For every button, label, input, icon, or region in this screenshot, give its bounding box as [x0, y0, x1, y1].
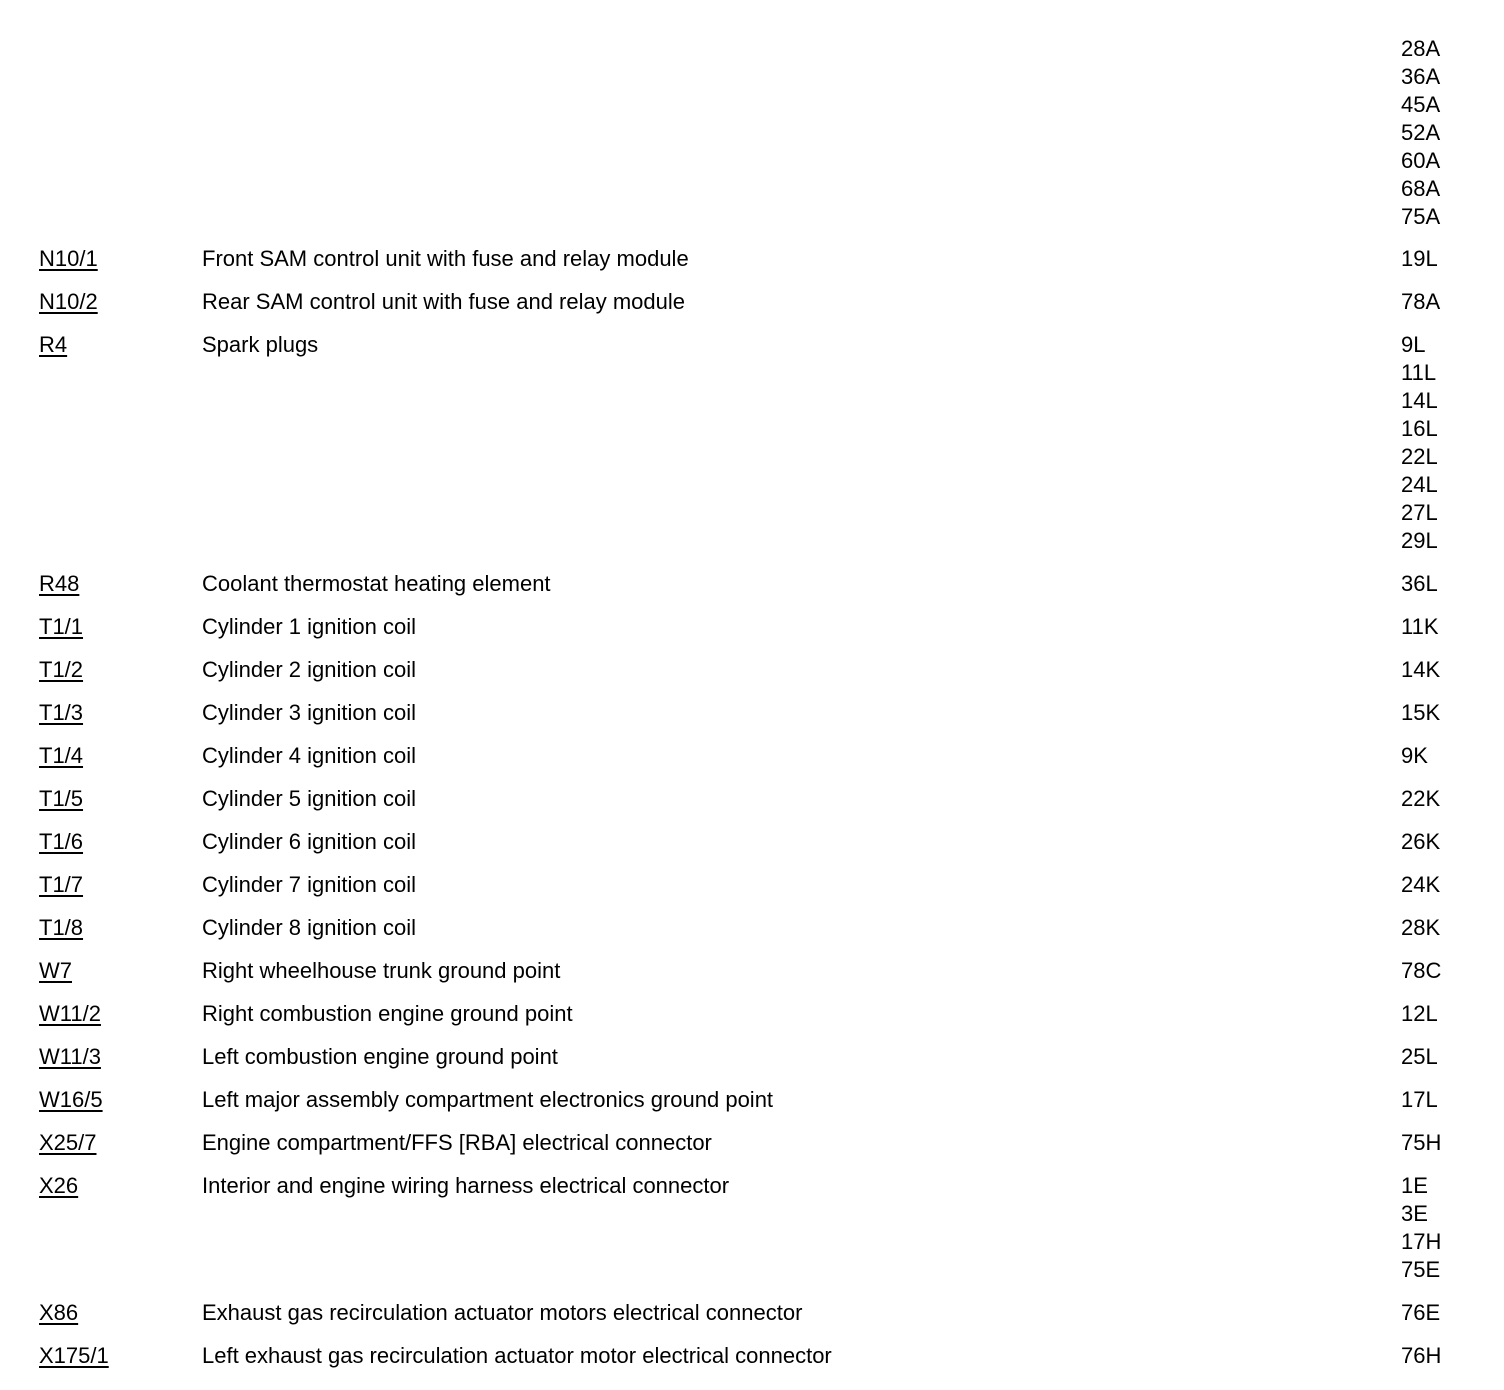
grid-reference: 36L: [1401, 571, 1438, 596]
component-code-link[interactable]: X86: [39, 1300, 79, 1325]
grid-references: [1401, 245, 1469, 273]
grid-references: [1401, 331, 1469, 555]
component-code-link[interactable]: T1/5: [39, 786, 84, 811]
component-code-cell: [39, 1342, 202, 1370]
legend-row: [39, 785, 1469, 813]
component-description: Cylinder 1 ignition coil: [202, 614, 416, 639]
component-description: Coolant thermostat heating element: [202, 571, 551, 596]
grid-references: [1401, 35, 1469, 231]
component-description: Cylinder 5 ignition coil: [202, 786, 416, 811]
component-code-link[interactable]: R48: [39, 571, 80, 596]
grid-reference: 28K: [1401, 915, 1441, 940]
component-code-link[interactable]: N10/1: [39, 246, 98, 271]
grid-reference: 52A: [1401, 120, 1441, 145]
legend-row: [39, 828, 1469, 856]
component-description: Left combustion engine ground point: [202, 1044, 558, 1069]
grid-reference: 22K: [1401, 786, 1441, 811]
grid-reference: 14K: [1401, 657, 1441, 682]
component-description: Exhaust gas recirculation actuator motors electrical connector: [202, 1300, 803, 1325]
component-code-link[interactable]: X26: [39, 1173, 79, 1198]
legend-row: [39, 957, 1469, 985]
grid-references: [1401, 1000, 1469, 1028]
grid-references: [1401, 828, 1469, 856]
component-code-cell: [39, 1043, 202, 1071]
legend-row: [39, 871, 1469, 899]
component-code-cell: [39, 699, 202, 727]
grid-reference: 28A: [1401, 36, 1441, 61]
grid-reference: 76E: [1401, 1300, 1441, 1325]
component-code-link[interactable]: T1/8: [39, 915, 84, 940]
component-code-link[interactable]: X175/1: [39, 1343, 109, 1368]
component-code-cell: [39, 742, 202, 770]
legend-row: [39, 1086, 1469, 1114]
legend-row: [39, 570, 1469, 598]
legend-row: [39, 1000, 1469, 1028]
component-description: Cylinder 2 ignition coil: [202, 657, 416, 682]
grid-references: [1401, 785, 1469, 813]
component-code-link[interactable]: X25/7: [39, 1130, 97, 1155]
grid-reference: 11K: [1401, 614, 1439, 639]
component-description: Left exhaust gas recirculation actuator motor electrical connector: [202, 1343, 832, 1368]
grid-references: [1401, 656, 1469, 684]
component-description: Right combustion engine ground point: [202, 1001, 573, 1026]
component-code-cell: [39, 957, 202, 985]
component-description: Interior and engine wiring harness electrical connector: [202, 1173, 730, 1198]
component-code-cell: [39, 1129, 202, 1157]
component-code-cell: [39, 288, 202, 316]
grid-reference: 9L: [1401, 332, 1426, 357]
grid-references: [1401, 1342, 1469, 1370]
grid-reference: 17H: [1401, 1229, 1442, 1254]
legend-row: [39, 331, 1469, 555]
legend-row: [39, 1129, 1469, 1157]
grid-references: [1401, 871, 1469, 899]
component-code-cell: [39, 1172, 202, 1200]
legend-row: [39, 742, 1469, 770]
grid-references: [1401, 1172, 1469, 1284]
grid-reference: 60A: [1401, 148, 1441, 173]
legend-row: [39, 656, 1469, 684]
component-code-cell: [39, 245, 202, 273]
grid-reference: 78C: [1401, 958, 1442, 983]
component-description: Front SAM control unit with fuse and relay module: [202, 246, 689, 271]
grid-reference: 76H: [1401, 1343, 1442, 1368]
component-description: Cylinder 7 ignition coil: [202, 872, 416, 897]
component-code-link[interactable]: T1/2: [39, 657, 84, 682]
legend-row: [39, 245, 1469, 273]
component-code-link[interactable]: T1/1: [39, 614, 84, 639]
component-code-cell: [39, 828, 202, 856]
component-code-link[interactable]: W11/2: [39, 1001, 101, 1026]
legend-row: [39, 699, 1469, 727]
grid-reference: 75H: [1401, 1130, 1442, 1155]
component-legend-table: [39, 35, 1469, 1385]
grid-references: [1401, 1086, 1469, 1114]
component-code-cell: [39, 785, 202, 813]
component-description: Engine compartment/FFS [RBA] electrical connector: [202, 1130, 712, 1155]
grid-reference: 19L: [1401, 246, 1438, 271]
component-description: Cylinder 4 ignition coil: [202, 743, 416, 768]
component-code-link[interactable]: T1/7: [39, 872, 84, 897]
grid-reference: 45A: [1401, 92, 1441, 117]
component-description: Right wheelhouse trunk ground point: [202, 958, 561, 983]
component-code-cell: [39, 656, 202, 684]
grid-reference: 11L: [1401, 360, 1437, 385]
legend-row: [39, 1172, 1469, 1284]
grid-reference: 12L: [1401, 1001, 1438, 1026]
grid-references: [1401, 1299, 1469, 1327]
grid-reference: 14L: [1401, 388, 1438, 413]
grid-reference: 68A: [1401, 176, 1441, 201]
component-code-link[interactable]: T1/3: [39, 700, 84, 725]
component-code-link[interactable]: W16/5: [39, 1087, 103, 1112]
legend-row: [39, 1342, 1469, 1370]
component-code-link[interactable]: W7: [39, 958, 72, 983]
grid-reference: 24L: [1401, 472, 1438, 497]
component-description: Rear SAM control unit with fuse and relay module: [202, 289, 686, 314]
grid-reference: 16L: [1401, 416, 1438, 441]
grid-reference: 1E: [1401, 1173, 1428, 1198]
component-code-cell: [39, 1299, 202, 1327]
component-code-link[interactable]: W11/3: [39, 1044, 101, 1069]
grid-references: [1401, 914, 1469, 942]
grid-reference: 75A: [1401, 204, 1441, 229]
grid-reference: 9K: [1401, 743, 1428, 768]
grid-references: [1401, 957, 1469, 985]
grid-reference: 75E: [1401, 1257, 1441, 1282]
component-description: [202, 35, 1401, 63]
grid-references: [1401, 742, 1469, 770]
grid-reference: 26K: [1401, 829, 1441, 854]
grid-reference: 3E: [1401, 1201, 1428, 1226]
grid-reference: 78A: [1401, 289, 1441, 314]
component-description: Cylinder 3 ignition coil: [202, 700, 416, 725]
component-code-link[interactable]: N10/2: [39, 289, 98, 314]
grid-reference: 24K: [1401, 872, 1441, 897]
legend-row: [39, 1299, 1469, 1327]
grid-reference: 15K: [1401, 700, 1441, 725]
legend-row: [39, 914, 1469, 942]
grid-reference: 29L: [1401, 528, 1438, 553]
component-code-link[interactable]: T1/6: [39, 829, 84, 854]
grid-references: [1401, 570, 1469, 598]
grid-references: [1401, 613, 1469, 641]
component-code-link[interactable]: T1/4: [39, 743, 84, 768]
grid-reference: 27L: [1401, 500, 1438, 525]
grid-references: [1401, 1043, 1469, 1071]
legend-row: [39, 35, 1469, 231]
component-code-cell: [39, 331, 202, 359]
grid-reference: 36A: [1401, 64, 1441, 89]
legend-row: [39, 1043, 1469, 1071]
legend-row: [39, 613, 1469, 641]
grid-references: [1401, 288, 1469, 316]
component-code-cell: [39, 35, 202, 63]
component-code-cell: [39, 1086, 202, 1114]
component-description: Spark plugs: [202, 332, 319, 357]
grid-references: [1401, 1129, 1469, 1157]
component-code-link[interactable]: R4: [39, 332, 68, 357]
component-description: Left major assembly compartment electronics ground point: [202, 1087, 774, 1112]
component-code-cell: [39, 914, 202, 942]
legend-row: [39, 288, 1469, 316]
component-code-cell: [39, 871, 202, 899]
grid-reference: 25L: [1401, 1044, 1438, 1069]
grid-reference: 17L: [1401, 1087, 1438, 1112]
component-description: Cylinder 8 ignition coil: [202, 915, 416, 940]
component-code-cell: [39, 1000, 202, 1028]
grid-references: [1401, 699, 1469, 727]
component-code-cell: [39, 570, 202, 598]
component-code-cell: [39, 613, 202, 641]
grid-reference: 22L: [1401, 444, 1438, 469]
component-description: Cylinder 6 ignition coil: [202, 829, 416, 854]
